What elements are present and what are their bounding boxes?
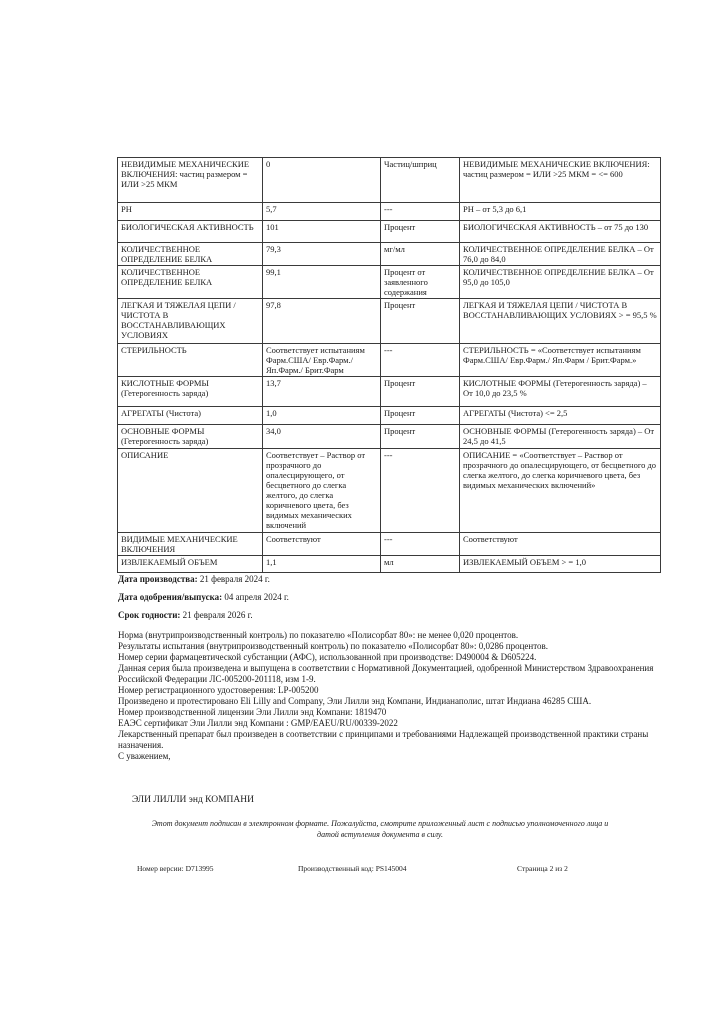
test-result: 99,1 — [263, 266, 381, 299]
test-result: 79,3 — [263, 243, 381, 266]
test-unit: Процент — [381, 425, 460, 449]
test-name: КОЛИЧЕСТВЕННОЕ ОПРЕДЕЛЕНИЕ БЕЛКА — [118, 266, 263, 299]
test-name: PH — [118, 203, 263, 221]
test-name: ИЗВЛЕКАЕМЫЙ ОБЪЕМ — [118, 556, 263, 573]
expiry-date-value: 21 февраля 2026 г. — [182, 610, 253, 620]
paragraph: Норма (внутрипроизводственный контроль) по показателю «Полисорбат 80»: не менее 0,020 процентов. — [118, 630, 519, 640]
expiry-date — [118, 610, 663, 621]
electronic-signature-note: Этот документ подписан в электронном формате. Пожалуйста, смотрите приложенный лист с подписью уполномоченного лица и датой вступления документа в силу. — [151, 819, 609, 839]
test-result: 13,7 — [263, 377, 381, 407]
test-spec: БИОЛОГИЧЕСКАЯ АКТИВНОСТЬ – от 75 до 130 — [460, 221, 661, 243]
test-result: 0 — [263, 158, 381, 203]
approval-date — [118, 592, 663, 603]
table-row — [118, 203, 661, 221]
test-unit: мл — [381, 556, 460, 573]
paragraph: Результаты испытания (внутрипроизводственный контроль) по показателю «Полисорбат 80»: 0,0286 процентов. — [118, 641, 549, 651]
footer-page-number: Страница 2 из 2 — [517, 864, 568, 873]
paragraph: Лекарственный препарат был произведен в соответствии с принципами и требованиями Надлежащей производственной практики страны назначения. — [118, 729, 649, 750]
footer-version: Номер версии: D713995 — [137, 864, 214, 873]
expiry-date-label: Срок годности: — [118, 610, 181, 620]
test-name: КИСЛОТНЫЕ ФОРМЫ (Гетерогенность заряда) — [118, 377, 263, 407]
test-name: ОПИСАНИЕ — [118, 449, 263, 533]
test-result: Соответствует – Раствор от прозрачного до опалесцирующего, от бесцветного до слегка желтого, до слегка коричневого цвета, без видимых механических включений — [263, 449, 381, 533]
test-unit: --- — [381, 203, 460, 221]
test-unit: мг/мл — [381, 243, 460, 266]
test-name: ЛЕГКАЯ И ТЯЖЕЛАЯ ЦЕПИ / ЧИСТОТА В ВОССТАНАВЛИВАЮЩИХ УСЛОВИЯХ — [118, 299, 263, 344]
test-spec: ОПИСАНИЕ = «Соответствует – Раствор от прозрачного до опалесцирующего, от бесцветного до слегка желтого, до слегка коричневого цвета, без видимых механических включений» — [460, 449, 661, 533]
details-block — [118, 630, 663, 762]
test-unit: Частиц/шприц — [381, 158, 460, 203]
table-row — [118, 344, 661, 377]
test-name: АГРЕГАТЫ (Чистота) — [118, 407, 263, 425]
approval-date-label: Дата одобрения/выпуска: — [118, 592, 223, 602]
paragraph: С уважением, — [118, 751, 171, 761]
test-results-table — [117, 157, 661, 573]
table-row — [118, 158, 661, 203]
production-date — [118, 574, 663, 585]
table-row — [118, 266, 661, 299]
test-name: ВИДИМЫЕ МЕХАНИЧЕСКИЕ ВКЛЮЧЕНИЯ — [118, 533, 263, 556]
test-result: 34,0 — [263, 425, 381, 449]
table-row — [118, 299, 661, 344]
test-unit: Процент — [381, 407, 460, 425]
test-unit: --- — [381, 533, 460, 556]
test-spec: КОЛИЧЕСТВЕННОЕ ОПРЕДЕЛЕНИЕ БЕЛКА – От 95,0 до 105,0 — [460, 266, 661, 299]
test-result: 1,1 — [263, 556, 381, 573]
test-name: СТЕРИЛЬНОСТЬ — [118, 344, 263, 377]
test-unit: Процент — [381, 377, 460, 407]
test-spec: PH – от 5,3 до 6,1 — [460, 203, 661, 221]
production-date-value: 21 февраля 2024 г. — [199, 574, 270, 584]
test-spec: ОСНОВНЫЕ ФОРМЫ (Гетерогенность заряда) – От 24,5 до 41,5 — [460, 425, 661, 449]
paragraph: ЕАЭС сертификат Эли Лилли энд Компани : GMP/EAEU/RU/00339-2022 — [118, 718, 398, 728]
paragraph: Номер производственной лицензии Эли Лилли энд Компани: 1819470 — [118, 707, 387, 717]
test-result: 97,8 — [263, 299, 381, 344]
table-row — [118, 377, 661, 407]
test-name: КОЛИЧЕСТВЕННОЕ ОПРЕДЕЛЕНИЕ БЕЛКА — [118, 243, 263, 266]
test-unit: --- — [381, 344, 460, 377]
table-row — [118, 221, 661, 243]
test-spec: ИЗВЛЕКАЕМЫЙ ОБЪЕМ > = 1,0 — [460, 556, 661, 573]
test-spec: НЕВИДИМЫЕ МЕХАНИЧЕСКИЕ ВКЛЮЧЕНИЯ: частиц размером = ИЛИ >25 МКМ = <= 600 — [460, 158, 661, 203]
test-spec: АГРЕГАТЫ (Чистота) <= 2,5 — [460, 407, 661, 425]
test-spec: КИСЛОТНЫЕ ФОРМЫ (Гетерогенность заряда) – От 10,0 до 23,5 % — [460, 377, 661, 407]
test-spec: ЛЕГКАЯ И ТЯЖЕЛАЯ ЦЕПИ / ЧИСТОТА В ВОССТАНАВЛИВАЮЩИХ УСЛОВИЯХ > = 95,5 % — [460, 299, 661, 344]
table-row — [118, 556, 661, 573]
test-result: Соответствует испытаниям Фарм.США/ Евр.Фарм./ Яп.Фарм./ Брит.Фарм — [263, 344, 381, 377]
table-row — [118, 243, 661, 266]
production-date-label: Дата производства: — [118, 574, 198, 584]
test-spec: СТЕРИЛЬНОСТЬ = «Соответствует испытаниям Фарм.США/ Евр.Фарм./ Яп.Фарм / Брит.Фарм.» — [460, 344, 661, 377]
test-result: 1,0 — [263, 407, 381, 425]
test-result: 101 — [263, 221, 381, 243]
test-spec: Соответствуют — [460, 533, 661, 556]
test-unit: Процент от заявленного содержания — [381, 266, 460, 299]
paragraph: Номер серии фармацевтической субстанции (АФС), использованной при производстве: D490004 & D605224. — [118, 652, 537, 662]
table-row — [118, 425, 661, 449]
company-signoff: ЭЛИ ЛИЛЛИ энд КОМПАНИ — [132, 795, 254, 805]
test-spec: КОЛИЧЕСТВЕННОЕ ОПРЕДЕЛЕНИЕ БЕЛКА – От 76,0 до 84,0 — [460, 243, 661, 266]
footer-code: Производственный код: PS145004 — [298, 864, 407, 873]
test-name: НЕВИДИМЫЕ МЕХАНИЧЕСКИЕ ВКЛЮЧЕНИЯ: частиц размером = ИЛИ >25 МКМ — [118, 158, 263, 203]
table-row — [118, 407, 661, 425]
test-unit: Процент — [381, 299, 460, 344]
test-name: ОСНОВНЫЕ ФОРМЫ (Гетерогенность заряда) — [118, 425, 263, 449]
paragraph: Произведено и протестировано Eli Lilly and Company, Эли Лилли энд Компани, Индианаполис, штат Индиана 46285 США. — [118, 696, 592, 706]
paragraph: Данная серия была произведена и выпущена в соответствии с Нормативной Документацией, одобренной Министерством Здравоохранения Российской Федерации ЛС-005200-201118, изм 1-9. — [118, 663, 654, 684]
table-row — [118, 449, 661, 533]
approval-date-value: 04 апреля 2024 г. — [224, 592, 289, 602]
test-unit: Процент — [381, 221, 460, 243]
test-unit: --- — [381, 449, 460, 533]
test-result: Соответствуют — [263, 533, 381, 556]
test-name: БИОЛОГИЧЕСКАЯ АКТИВНОСТЬ — [118, 221, 263, 243]
test-result: 5,7 — [263, 203, 381, 221]
paragraph: Номер регистрационного удостоверения: LP-005200 — [118, 685, 319, 695]
table-row — [118, 533, 661, 556]
